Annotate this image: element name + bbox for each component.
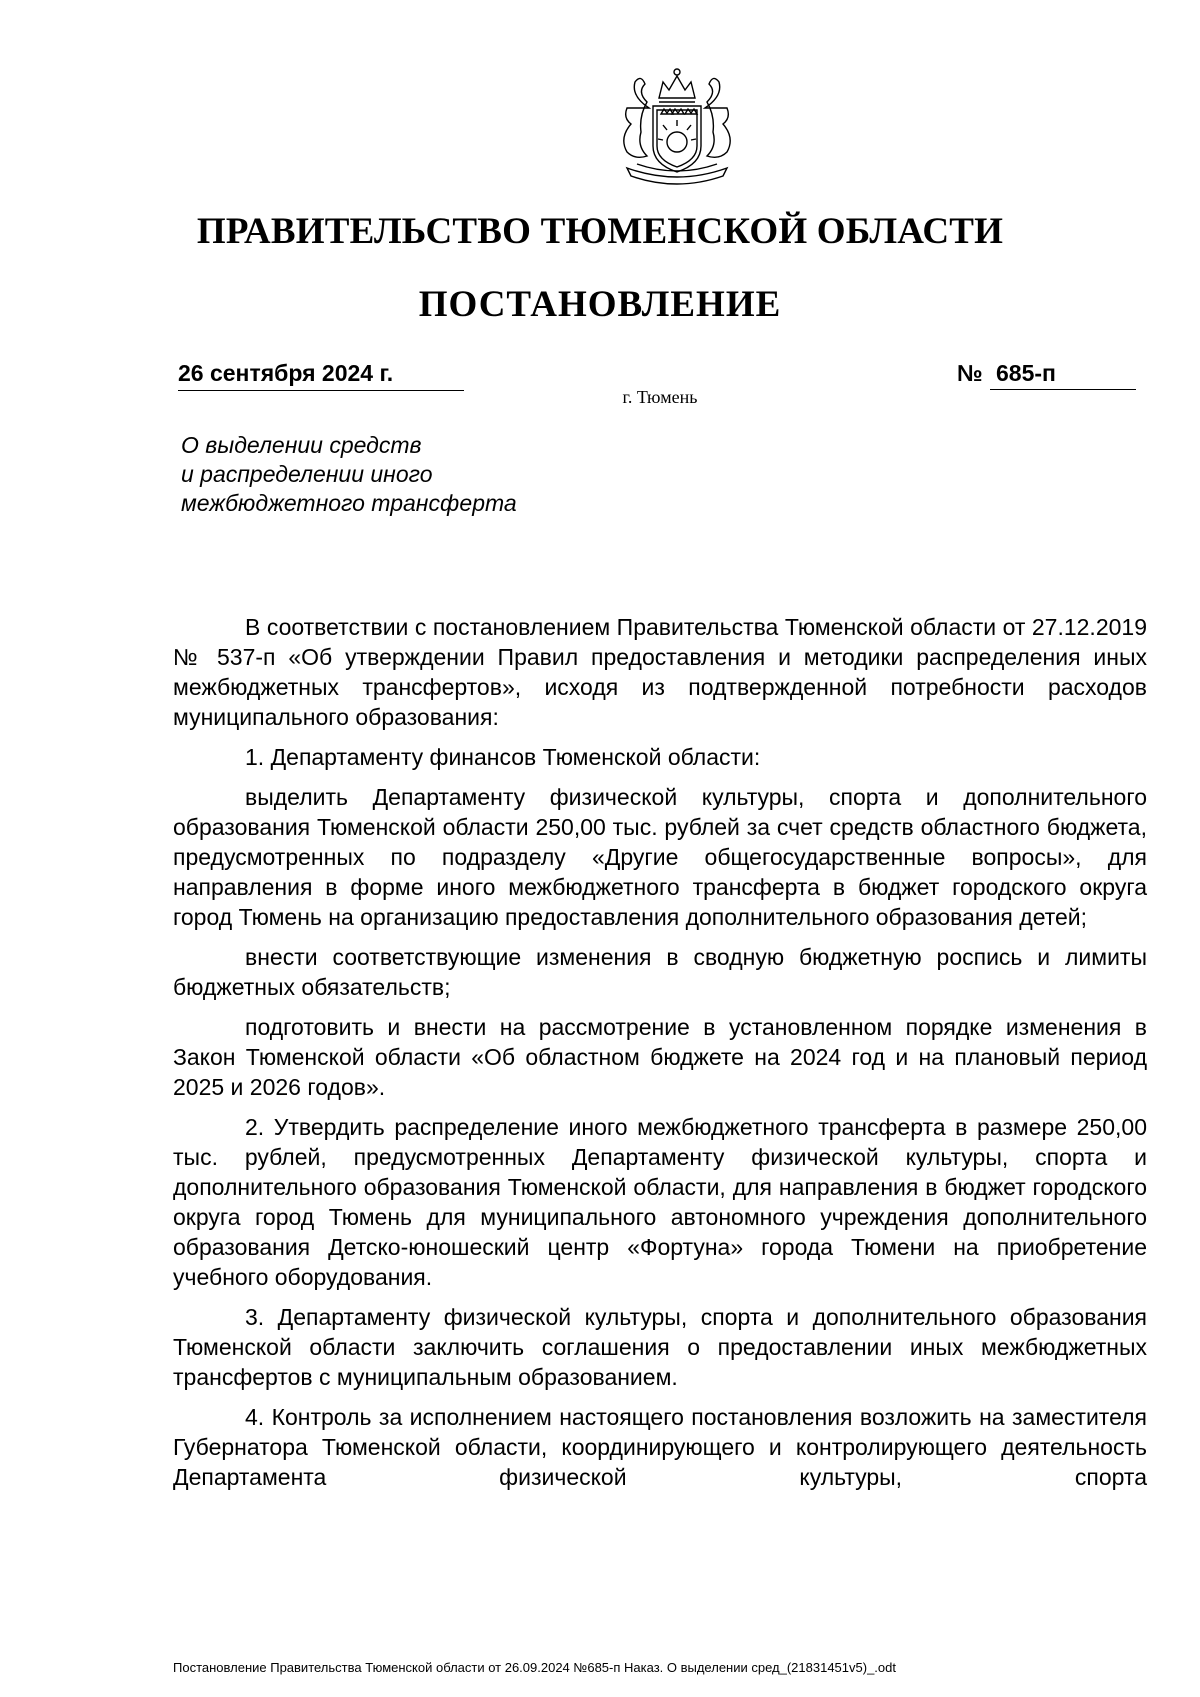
number-sign: № <box>957 360 983 386</box>
government-title: ПРАВИТЕЛЬСТВО ТЮМЕНСКОЙ ОБЛАСТИ <box>196 211 1004 252</box>
footer-file-info: Постановление Правительства Тюменской области от 26.09.2024 №685-п Наказ. О выделении сред_(21831451v5)_.odt <box>173 1660 896 1675</box>
document-subject <box>181 431 517 518</box>
subject-line: О выделении средств <box>181 432 422 458</box>
paragraph-item-2: 2. Утвердить распределение иного межбюджетного трансферта в размере 250,00 тыс. рублей, предусмотренных Департаменту физической культуры, спорта и дополнительного образования Тюменской области, для направления в бюджет городского округа город Тюмень для муниципального автономного учреждения дополнительного образования Детско-юношеский центр «Фортуна» города Тюмени на приобретение учебного оборудования. <box>173 1114 1147 1290</box>
document-type: ПОСТАНОВЛЕНИЕ <box>418 284 782 325</box>
coat-of-arms-icon <box>597 60 757 190</box>
subject-line: межбюджетного трансферта <box>181 490 517 516</box>
paragraph-budget-changes: внести соответствующие изменения в сводную бюджетную роспись и лимиты бюджетных обязательств; <box>173 944 1147 1000</box>
document-number: 685-п <box>990 358 1136 390</box>
paragraph-law-changes: подготовить и внести на рассмотрение в установленном порядке изменения в Закон Тюменской области «Об областном бюджете на 2024 год и на плановый период 2025 и 2026 годов». <box>173 1014 1147 1100</box>
paragraph-item-3: 3. Департаменту физической культуры, спорта и дополнительного образования Тюменской области заключить соглашения о предоставлении иных межбюджетных трансфертов с муниципальным образованием. <box>173 1304 1147 1390</box>
paragraph-allocate: выделить Департаменту физической культуры, спорта и дополнительного образования Тюменской области 250,00 тыс. рублей за счет средств областного бюджета, предусмотренных по подразделу «Другие общегосударственные вопросы», для направления в форме иного межбюджетного трансферта в бюджет городского округа город Тюмень на организацию предоставления дополнительного образования детей; <box>173 784 1147 930</box>
paragraph-item-4: 4. Контроль за исполнением настоящего постановления возложить на заместителя Губернатора Тюменской области, координирующего и контролирующего деятельность Департамента физической культуры, спорта <box>173 1404 1147 1490</box>
document-body <box>173 612 1147 1492</box>
paragraph-item-1: 1. Департаменту финансов Тюменской области: <box>245 744 761 770</box>
subject-line: и распределении иного <box>181 461 433 487</box>
paragraph-preamble: В соответствии с постановлением Правительства Тюменской области от 27.12.2019 № 537-п «Об утверждении Правил предоставления и методики распределения иных межбюджетных трансфертов», исходя из подтвержденной потребности расходов муниципального образования: <box>173 614 1147 730</box>
city: г. Тюмень <box>622 387 698 407</box>
document-date: 26 сентября 2024 г. <box>178 358 464 391</box>
